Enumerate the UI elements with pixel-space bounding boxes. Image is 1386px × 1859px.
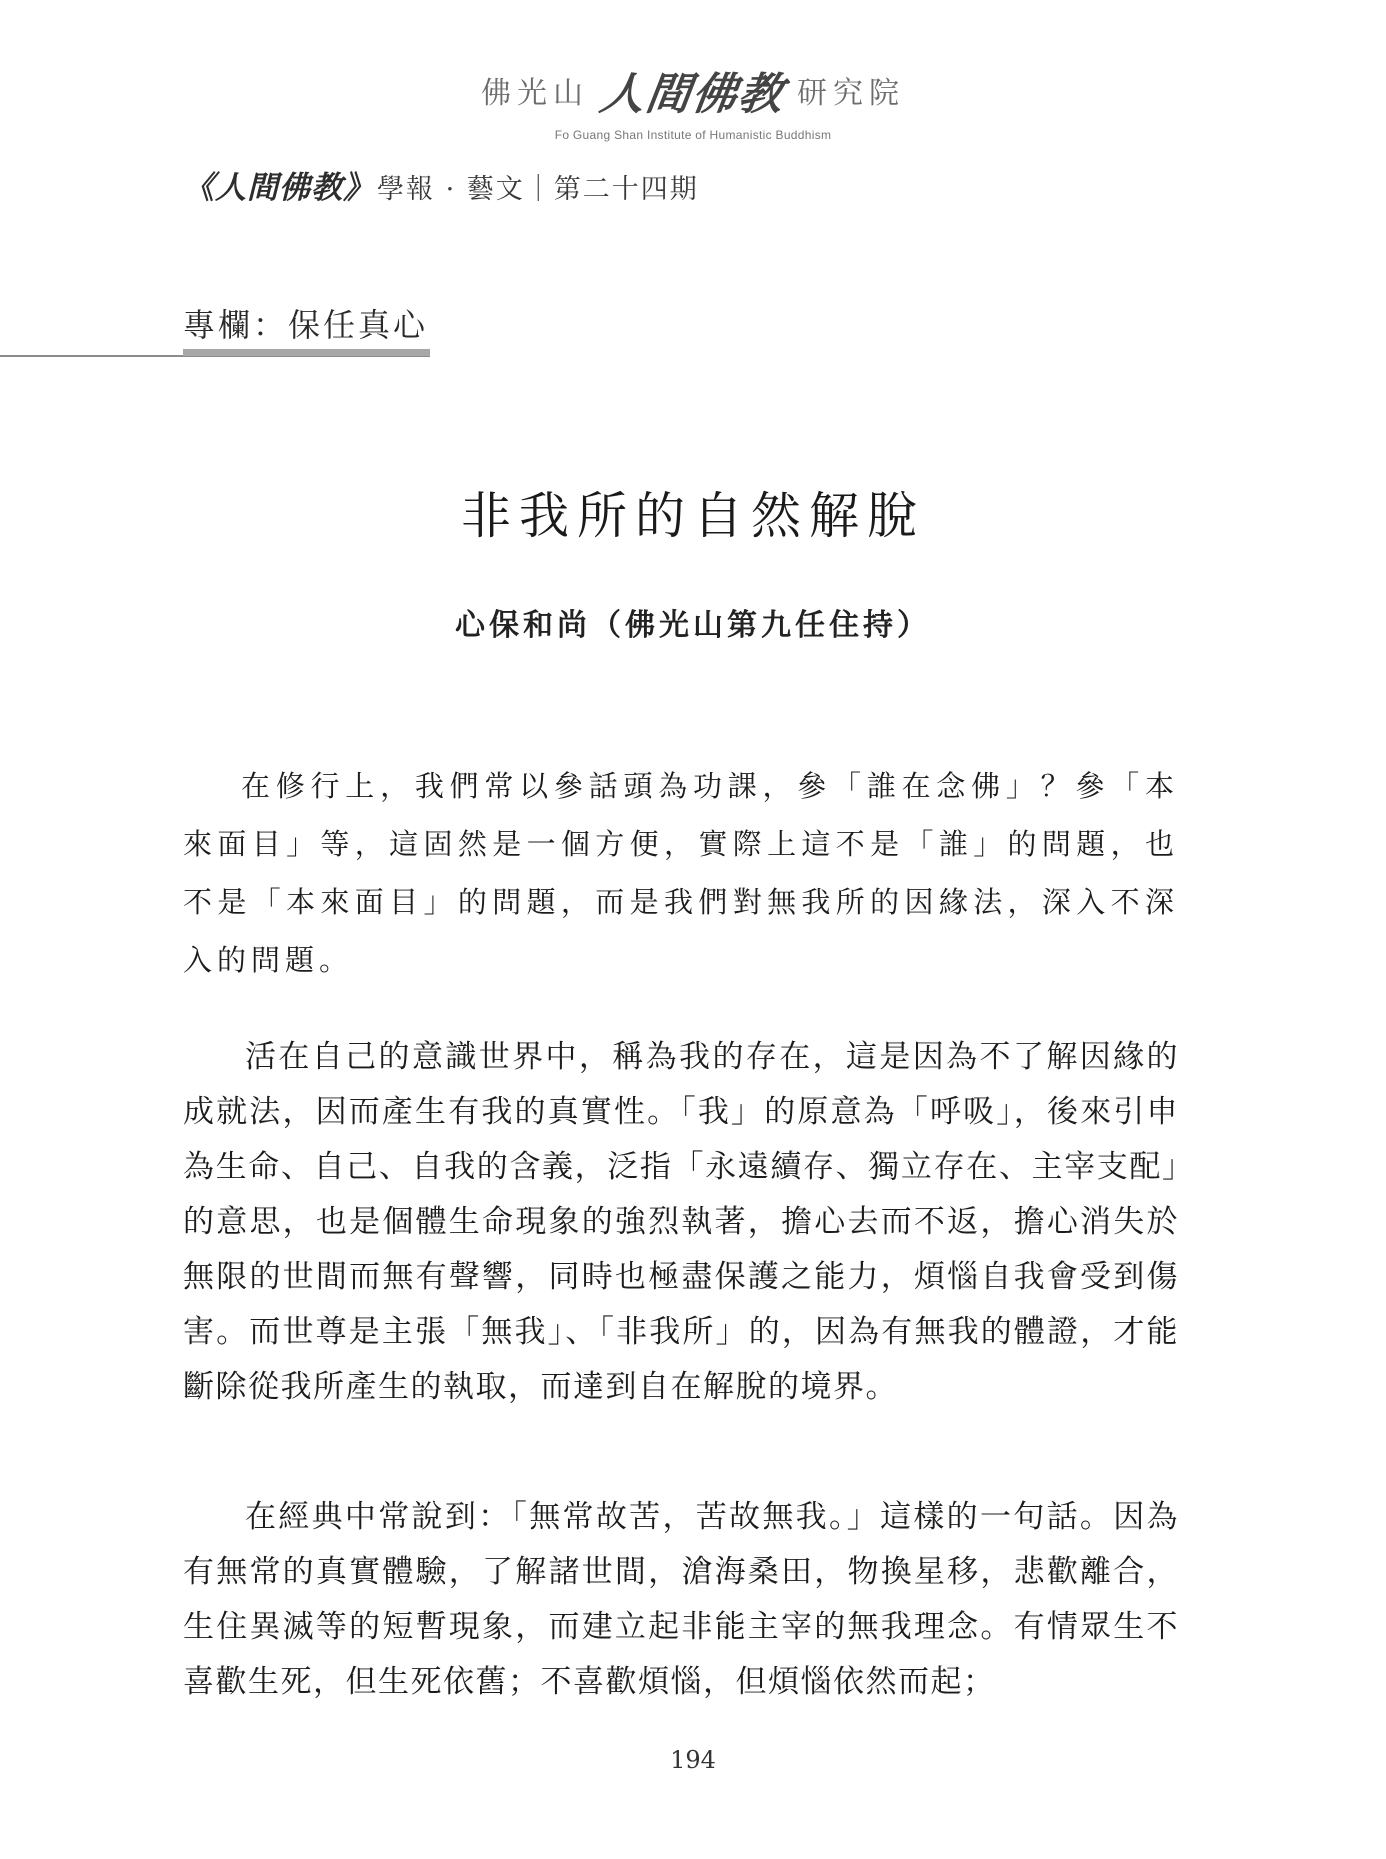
institute-brand: 人間佛教 <box>596 69 788 120</box>
institute-logo <box>481 58 905 122</box>
article-author: 心保和尚（佛光山第九任住持） <box>455 608 931 643</box>
journal-issue: 學報 · 藝文｜第二十四期 <box>377 174 699 205</box>
body-section-2 <box>183 1030 1179 1415</box>
body-section-3 <box>183 1490 1179 1710</box>
paragraph: 在修行上，我們常以參話頭為功課，參「誰在念佛」？參「本來面目」等，這固然是一個方便，實際上這不是「誰」的問題，也不是「本來面目」的問題，而是我們對無我所的因緣法，深入不深入的問題。 <box>183 769 1179 977</box>
article-title: 非我所的自然解脫 <box>461 487 925 545</box>
journal-brand: 《人間佛教》 <box>183 170 375 206</box>
institute-suffix: 研究院 <box>797 76 905 111</box>
institute-prefix: 佛光山 <box>481 76 589 111</box>
institute-english-name: Fo Guang Shan Institute of Humanistic Buddhism <box>554 128 832 142</box>
body-section-1 <box>183 757 1179 989</box>
paragraph: 在經典中常說到：「無常故苦，苦故無我。」這樣的一句話。因為有無常的真實體驗，了解諸世間，滄海桑田，物換星移，悲歡離合，生住異滅等的短暫現象，而建立起非能主宰的無我理念。有情眾生不喜歡生死，但生死依舊；不喜歡煩惱，但煩惱依然而起； <box>183 1499 1179 1700</box>
journal-running-head <box>183 162 699 207</box>
page-number: 194 <box>670 1746 716 1774</box>
column-divider-thick <box>183 349 430 356</box>
institute-header <box>0 58 1386 142</box>
paragraph: 活在自己的意識世界中，稱為我的存在，這是因為不了解因緣的成就法，因而產生有我的真實性。「我」的原意為「呼吸」，後來引申為生命、自己、自我的含義，泛指「永遠續存、獨立存在、主宰支配」的意思，也是個體生命現象的強烈執著，擔心去而不返，擔心消失於無限的世間而無有聲響，同時也極盡保護之能力，煩惱自我會受到傷害。而世尊是主張「無我」、「非我所」的，因為有無我的體證，才能斷除從我所產生的執取，而達到自在解脫的境界。 <box>183 1039 1179 1405</box>
column-label: 專欄：保任真心 <box>183 306 429 344</box>
